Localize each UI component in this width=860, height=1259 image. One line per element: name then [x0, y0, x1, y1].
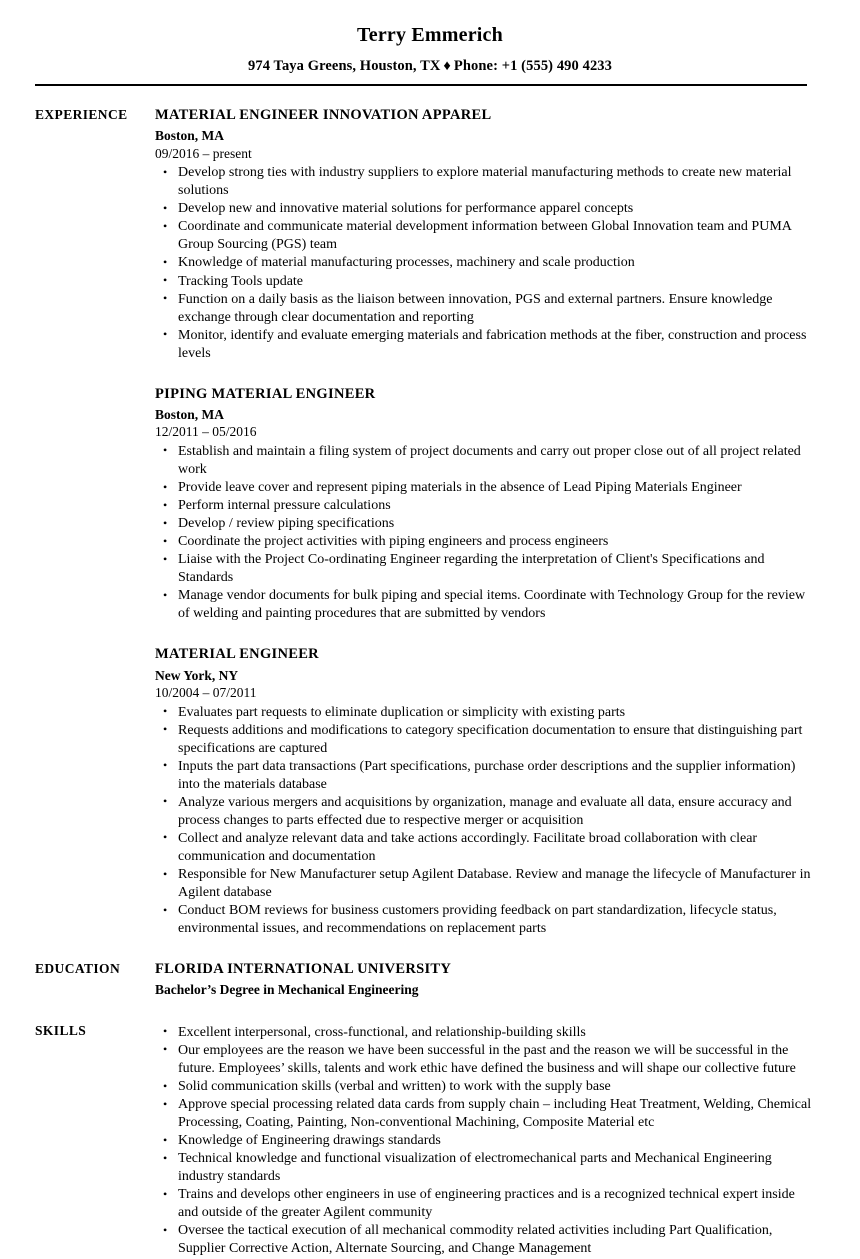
- section-label-skills: SKILLS: [35, 1022, 87, 1038]
- contact-phone: Phone: +1 (555) 490 4233: [453, 58, 612, 74]
- job-bullet-list: [155, 443, 812, 623]
- bullet-item: • Collect and analyze relevant data and take actions accordingly. Facilitate broad collaboration with clear communication and documentation: [155, 830, 812, 866]
- bullet-item: • Coordinate and communicate material development information between Global Innovation team and PUMA Group Sourcing (PGS) team: [155, 218, 812, 254]
- section-experience: [0, 106, 860, 938]
- bullet-item: • Knowledge of material manufacturing processes, machinery and scale production: [155, 254, 812, 272]
- contact-address: 974 Taya Greens, Houston, TX: [248, 58, 441, 74]
- bullet-item: • Oversee the tactical execution of all mechanical commodity related activities including Part Qualification, Supplier Corrective Action, Alternate Sourcing, and Change Management: [155, 1222, 812, 1258]
- job-bullet-list: [155, 164, 812, 363]
- bullet-item: • Monitor, identify and evaluate emerging materials and fabrication methods at the fiber, construction and process levels: [155, 327, 812, 363]
- job-dates: 12/2011 – 05/2016: [155, 424, 257, 440]
- bullet-item: • Tracking Tools update: [155, 273, 812, 291]
- experience-entry: [155, 645, 812, 938]
- bullet-item: • Technical knowledge and functional visualization of electromechanical parts and Mechanical Engineering industry standards: [155, 1150, 812, 1186]
- entry-spacer: [155, 623, 812, 645]
- bullet-item: • Liaise with the Project Co-ordinating Engineer regarding the interpretation of Client's Specifications and Standards: [155, 551, 812, 587]
- section-skills: [0, 1022, 860, 1259]
- diamond-separator-icon: ♦: [443, 58, 451, 74]
- experience-body: [155, 106, 812, 938]
- bullet-item: • Our employees are the reason we have been successful in the past and the reason we will be successful in the future. Employees’ skills, talents and work ethic have defined the business and will shape our collective future: [155, 1042, 812, 1078]
- job-location: Boston, MA: [155, 406, 225, 422]
- skills-bullet-list: [155, 1024, 812, 1259]
- bullet-item: • Requests additions and modifications to category specification documentation to ensure that distinguishing part specifications are captured: [155, 722, 812, 758]
- bullet-item: • Evaluates part requests to eliminate duplication or simplicity with existing parts: [155, 704, 812, 722]
- job-title: MATERIAL ENGINEER INNOVATION APPAREL: [155, 107, 492, 123]
- bullet-item: • Conduct BOM reviews for business customers providing feedback on part standardization, lifecycle status, environmental issues, and recommendations on replacement parts: [155, 902, 812, 938]
- bullet-item: • Solid communication skills (verbal and written) to work with the supply base: [155, 1078, 812, 1096]
- job-location: Boston, MA: [155, 128, 225, 144]
- bullet-item: • Perform internal pressure calculations: [155, 497, 812, 515]
- bullet-item: • Develop new and innovative material solutions for performance apparel concepts: [155, 200, 812, 218]
- bullet-item: • Responsible for New Manufacturer setup Agilent Database. Review and manage the lifecycle of Manufacturer in Agilent database: [155, 866, 812, 902]
- header-divider: [35, 84, 807, 86]
- job-bullet-list: [155, 704, 812, 939]
- experience-entry: [155, 106, 812, 363]
- section-label-education: EDUCATION: [35, 961, 121, 977]
- education-degree: Bachelor’s Degree in Mechanical Engineering: [155, 982, 419, 998]
- contact-line: [0, 58, 860, 75]
- bullet-item: • Knowledge of Engineering drawings standards: [155, 1132, 812, 1150]
- bullet-item: • Develop / review piping specifications: [155, 515, 812, 533]
- bullet-item: • Coordinate the project activities with piping engineers and process engineers: [155, 533, 812, 551]
- job-title: PIPING MATERIAL ENGINEER: [155, 385, 376, 402]
- education-school: FLORIDA INTERNATIONAL UNIVERSITY: [155, 961, 452, 978]
- entry-spacer: [155, 363, 812, 385]
- bullet-item: • Function on a daily basis as the liaison between innovation, PGS and external partners. Ensure knowledge exchange through clear documentation and reporting: [155, 291, 812, 327]
- bullet-item: • Establish and maintain a filing system of project documents and carry out proper close out of all project related work: [155, 443, 812, 479]
- skills-body: [155, 1022, 812, 1259]
- bullet-item: • Inputs the part data transactions (Part specifications, purchase order descriptions and the supplier information) into the materials database: [155, 758, 812, 794]
- job-title: MATERIAL ENGINEER: [155, 646, 319, 663]
- job-location: New York, NY: [155, 667, 239, 683]
- bullet-item: • Trains and develops other engineers in use of engineering practices and is a recognized technical expert inside and outside of the greater Agilent community: [155, 1186, 812, 1222]
- bullet-item: • Analyze various mergers and acquisitions by organization, manage and evaluate all data, ensure accuracy and process changes to parts effected due to respective merger or acquisition: [155, 794, 812, 830]
- section-label-experience: EXPERIENCE: [35, 107, 128, 122]
- bullet-item: • Approve special processing related data cards from supply chain – including Heat Treatment, Welding, Chemical Processing, Coating, Painting, Non-conventional Machining, Composite Material etc: [155, 1096, 812, 1132]
- bullet-item: • Excellent interpersonal, cross-functional, and relationship-building skills: [155, 1024, 812, 1042]
- job-dates: 09/2016 – present: [155, 145, 252, 161]
- education-body: [155, 960, 812, 999]
- candidate-name: Terry Emmerich: [357, 24, 503, 46]
- bullet-item: • Develop strong ties with industry suppliers to explore material manufacturing methods to create new material solutions: [155, 164, 812, 200]
- experience-entry: [155, 385, 812, 624]
- job-dates: 10/2004 – 07/2011: [155, 685, 257, 701]
- section-education: [0, 960, 860, 999]
- bullet-item: • Provide leave cover and represent piping materials in the absence of Lead Piping Materials Engineer: [155, 479, 812, 497]
- bullet-item: • Manage vendor documents for bulk piping and special items. Coordinate with Technology Group for the review of welding and painting procedures that are submitted by vendors: [155, 587, 812, 623]
- resume-header: [0, 0, 860, 86]
